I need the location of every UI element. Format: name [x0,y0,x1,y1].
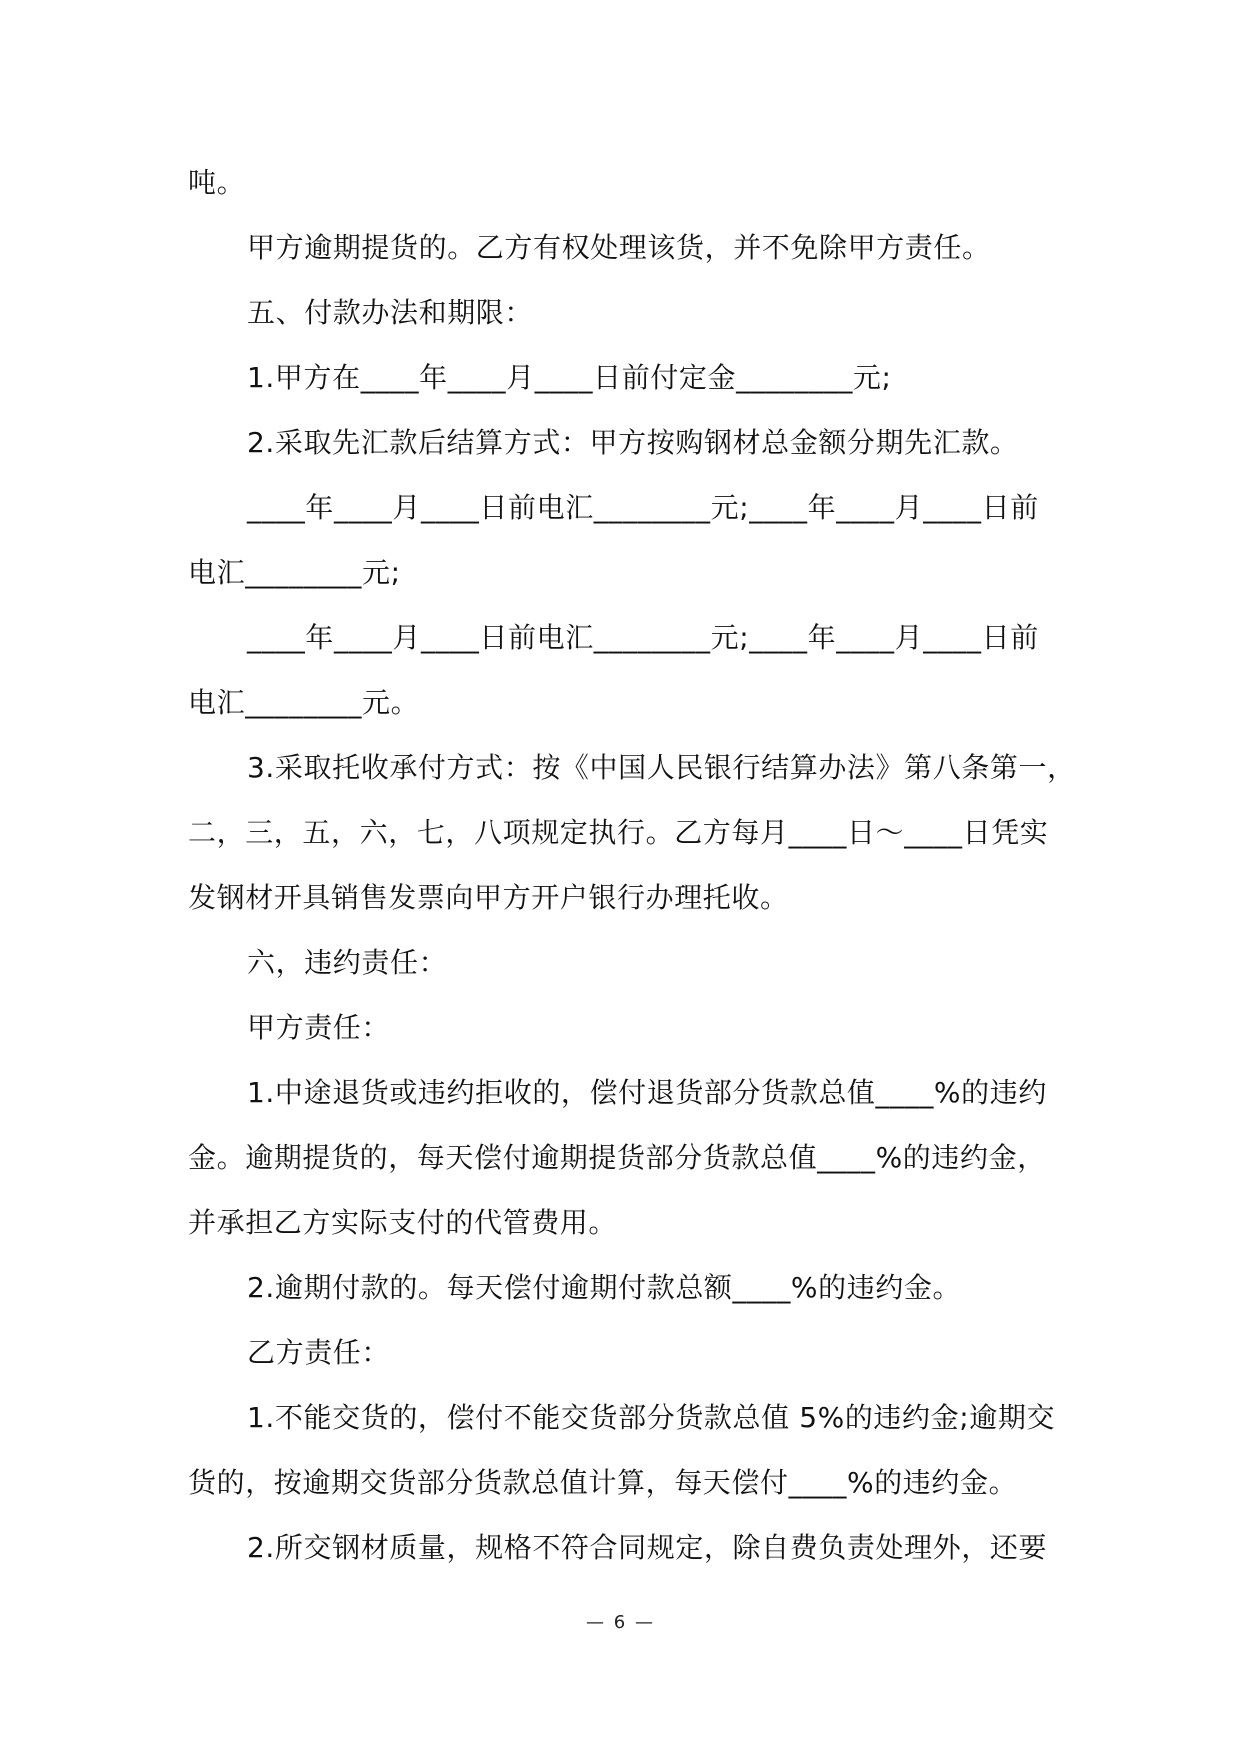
text-line: 并承担乙方实际支付的代管费用。 [188,1206,618,1239]
section-heading: 六，违约责任： [247,946,448,979]
section-heading: 五、付款办法和期限： [247,296,534,329]
text-line: 吨。 [188,166,246,199]
text-line: 3.采取托收承付方式：按《中国人民银行结算办法》第八条第一， [247,751,1076,784]
text-line: 1.不能交货的，偿付不能交货部分货款总值 5%的违约金;逾期交 [247,1401,1056,1434]
subsection-heading: 乙方责任： [247,1336,391,1369]
text-line: 2.采取先汇款后结算方式：甲方按购钢材总金额分期先汇款。 [247,426,1019,459]
text-line: ____年____月____日前电汇________元;____年____月____日前 [247,491,1039,524]
text-line: 1.中途退货或违约拒收的，偿付退货部分货款总值____%的违约 [247,1076,1047,1109]
text-line: 电汇________元; [188,556,401,589]
text-line: 1.甲方在____年____月____日前付定金________元; [247,361,892,394]
text-line: 2.所交钢材质量，规格不符合同规定，除自费负责处理外，还要 [247,1531,1048,1564]
text-line: 二，三，五，六，七，八项规定执行。乙方每月____日～____日凭实 [188,816,1049,849]
page-number: — 6 — [586,1612,655,1633]
text-line: 电汇________元。 [188,686,420,719]
text-line: 发钢材开具销售发票向甲方开户银行办理托收。 [188,881,789,914]
text-line: 甲方逾期提货的。乙方有权处理该货，并不免除甲方责任。 [247,231,991,264]
text-line: 2.逾期付款的。每天偿付逾期付款总额____%的违约金。 [247,1271,962,1304]
document-body [188,150,1076,1580]
text-line: ____年____月____日前电汇________元;____年____月____日前 [247,621,1039,654]
text-line: 金。逾期提货的，每天偿付逾期提货部分货款总值____%的违约金， [188,1141,1046,1174]
subsection-heading: 甲方责任： [247,1011,391,1044]
text-line: 货的，按逾期交货部分货款总值计算，每天偿付____%的违约金。 [188,1466,1018,1499]
